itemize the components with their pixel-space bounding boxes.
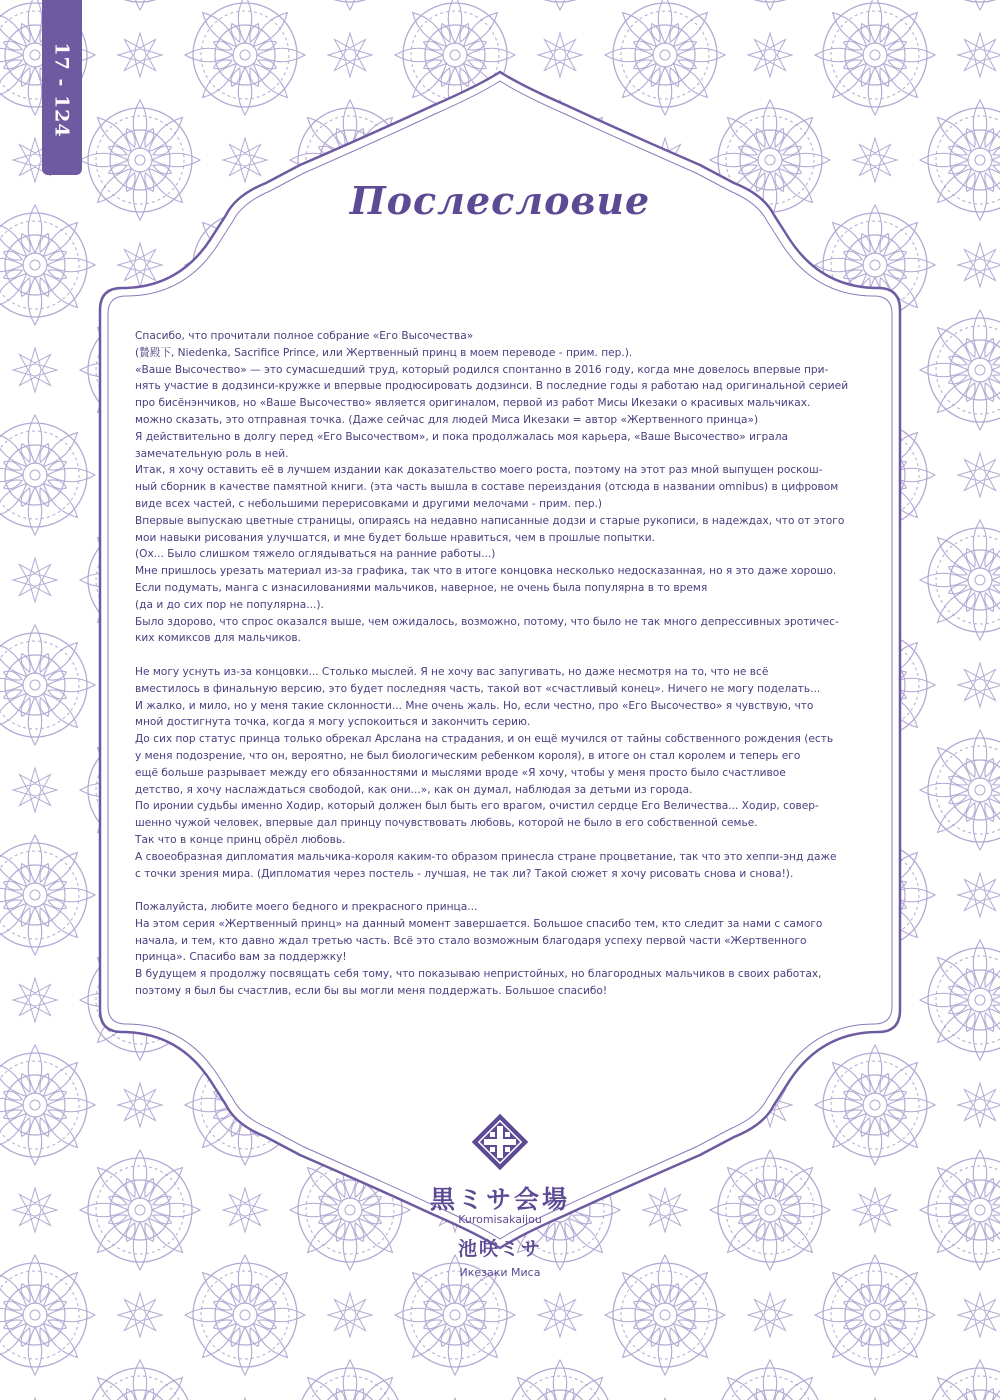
text-line: Так что в конце принц обрёл любовь. (135, 833, 346, 846)
text-line: мной достигнута точка, когда я могу успокоиться и закончить серию. (135, 716, 531, 729)
text-line: принца». Спасибо вам за поддержку! (135, 951, 347, 964)
text-line: ещё больше разрывает между его обязанностями и мыслями вроде «Я хочу, чтобы у меня просто было счастливое (135, 766, 786, 779)
text-line: поэтому я был бы счастлив, если бы вы могли меня поддержать. Большое спасибо! (135, 985, 608, 998)
text-line: (Ох... Было слишком тяжело оглядываться на ранние работы...) (135, 548, 496, 561)
author-name-russian: Икезаки Миса (459, 1266, 541, 1279)
page-range-tab (42, 0, 82, 175)
text-line: ный сборник в качестве памятной книги. (эта часть вышла в составе переиздания (отсюда в названии omnibus) в цифровом (135, 481, 839, 494)
text-line: можно сказать, это отправная точка. (Даже сейчас для людей Миса Икезаки = автор «Жертвенного принца») (135, 413, 759, 426)
text-line: с точки зрения мира. (Дипломатия через постель - лучшая, не так ли? Такой сюжет я хочу рисовать снова и снова!). (135, 867, 794, 880)
text-line: По иронии судьбы именно Ходир, который должен был быть его врагом, очистил сердце Его Величества... Ходир, совер- (135, 800, 819, 813)
text-line: начала, и тем, кто давно ждал третью часть. Всё это стало возможным благодаря успеху первой части «Жертвенного (135, 934, 807, 947)
text-line: Мне пришлось урезать материал из-за графика, так что в итоге концовка несколько недосказанная, но я это даже хорошо. (135, 565, 837, 578)
circle-name: 黒ミサ会場 (429, 1185, 570, 1214)
text-line: Было здорово, что спрос оказался выше, чем ожидалось, возможно, потому, что было не так много депрессивных эротичес- (135, 615, 839, 628)
text-line: Я действительно в долгу перед «Его Высочеством», и пока продолжалась моя карьера, «Ваше Высочество» играла (135, 430, 788, 443)
text-line: Пожалуйста, любите моего бедного и прекрасного принца... (135, 901, 478, 914)
text-line: А своеобразная дипломатия мальчика-короля каким-то образом принесла стране процветание, так что это хеппи-энд даже (135, 850, 837, 863)
text-line: ких комиксов для мальчиков. (135, 632, 301, 645)
text-line: мои навыки рисования улучшатся, и мне будет больше нравиться, чем в прошлые попытки. (135, 531, 656, 544)
text-line: виде всех частей, с небольшими перерисовками и другими мелочами - прим. пер.) (135, 497, 603, 510)
text-line: Итак, я хочу оставить её в лучшем издании как доказательство моего роста, поэтому на этот раз мной выпущен роскош- (135, 464, 823, 477)
paragraph-gap (135, 882, 865, 899)
text-line: нять участие в додзинси-кружке и впервые продюсировать додзинси. В последние годы я работаю над оригинальной серией (135, 380, 849, 393)
text-line: В будущем я продолжу посвящать себя тому, что показываю непристойных, но благородных мальчиков в своих работах, (135, 968, 822, 981)
page-title: Послесловие (349, 178, 651, 223)
text-line: у меня подозрение, что он, вероятно, не был биологическим ребенком короля), в итоге он стал королем и теперь его (135, 749, 801, 762)
text-line: Не могу уснуть из-за концовки... Столько мыслей. Я не хочу вас запугивать, но даже несмотря на то, что не всё (135, 665, 769, 678)
afterword-text (135, 328, 865, 1000)
paragraph-gap (135, 647, 865, 664)
text-line: вместилось в финальную версию, это будет последняя часть, такой вот «счастливый конец». Ничего не могу поделать... (135, 682, 821, 695)
text-line: Если подумать, манга с изнасилованиями мальчиков, наверное, не очень была популярна в то время (135, 581, 708, 594)
page-range-label: 17 - 124 (51, 42, 73, 138)
text-line: Спасибо, что прочитали полное собрание «Его Высочества» (135, 330, 474, 342)
text-line: До сих пор статус принца только обрекал Арслана на страдания, и он ещё мучился от тайны собственного рождения (есть (135, 733, 834, 746)
text-line: замечательную роль в ней. (135, 447, 289, 460)
text-line: Впервые выпускаю цветные страницы, опираясь на недавно написанные додзи и старые рукописи, в надеждах, что от этого (135, 514, 845, 527)
text-line: детство, я хочу наслаждаться свободой, как они...», как он думал, наблюдая за детьми из города. (135, 783, 693, 796)
text-line: (да и до сих пор не популярна...). (135, 598, 324, 611)
text-line: (贄殿下, Niedenka, Sacrifice Prince, или Жертвенный принц в моем переводе - прим. пер.). (135, 346, 633, 359)
text-line: шенно чужой человек, впервые дал принцу почувствовать любовь, которой не было в его собственной семье. (135, 817, 758, 830)
text-line: про бисёнэнчиков, но «Ваше Высочество» является оригиналом, первой из работ Мисы Икезаки о красивых мальчиках. (135, 397, 811, 410)
circle-name-latin: Kuromisakaijou (458, 1213, 542, 1226)
text-line: На этом серия «Жертвенный принц» на данный момент завершается. Большое спасибо тем, кто следит за нами с самого (135, 917, 823, 930)
circle-logo-icon (466, 1108, 534, 1176)
author-name-japanese: 池咲ミサ (457, 1238, 542, 1260)
text-line: И жалко, и мило, но у меня такие склонности... Мне очень жаль. Но, если честно, про «Его Высочество» я чувствую, что (135, 699, 814, 712)
text-line: «Ваше Высочество» — это сумасшедший труд, который родился спонтанно в 2016 году, когда мне довелось впервые при- (135, 363, 829, 376)
